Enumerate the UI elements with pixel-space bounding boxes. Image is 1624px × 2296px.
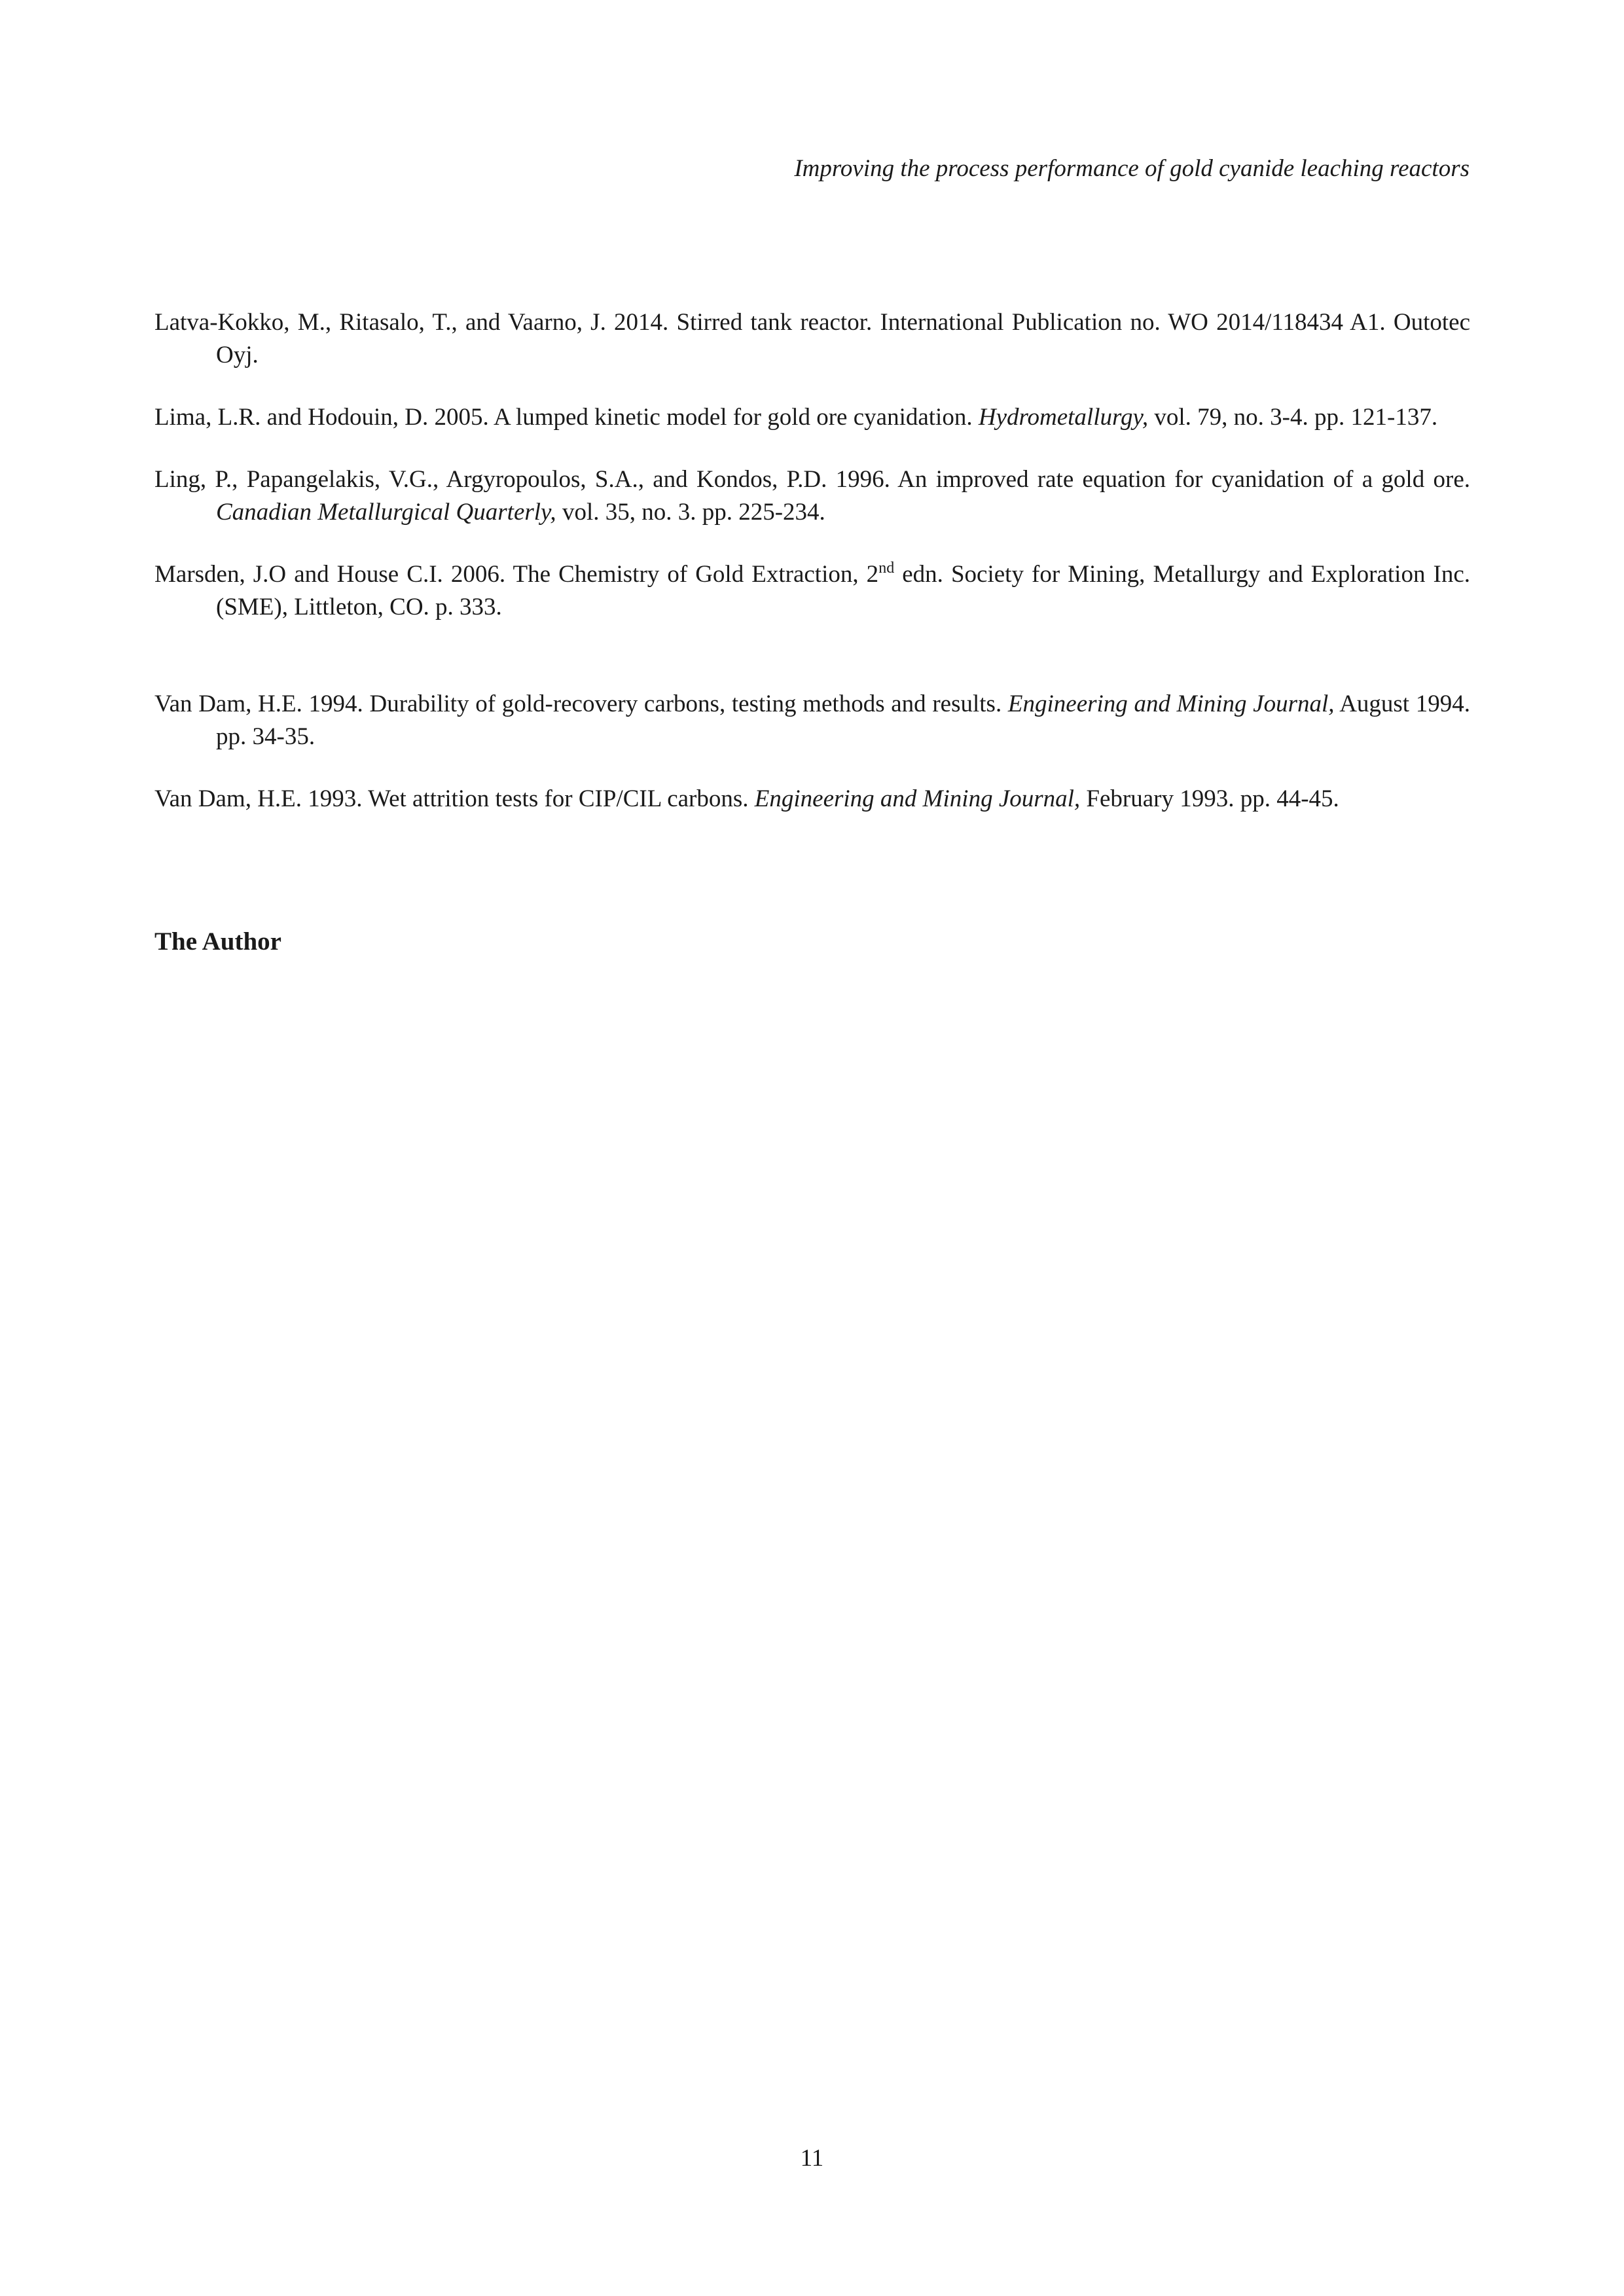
reference-entry bbox=[154, 306, 1470, 372]
reference-authors-year: Van Dam, H.E. 1994. bbox=[154, 691, 363, 717]
reference-title: Durability of gold-recovery carbons, testing methods and results. bbox=[369, 691, 1002, 717]
reference-title: Stirred tank reactor. International Publication no. WO 2014/118434 A1. Outotec Oyj. bbox=[216, 309, 1470, 368]
reference-authors-year: Marsden, J.O and House C.I. 2006. bbox=[154, 561, 506, 588]
reference-title: An improved rate equation for cyanidation of a gold ore. bbox=[897, 466, 1471, 493]
reference-entry bbox=[154, 401, 1470, 434]
reference-entry bbox=[154, 463, 1470, 529]
reference-entry bbox=[154, 558, 1470, 624]
reference-authors-year: Ling, P., Papangelakis, V.G., Argyropoulos, S.A., and Kondos, P.D. 1996. bbox=[154, 466, 890, 493]
running-header: Improving the process performance of gold cyanide leaching reactors bbox=[794, 155, 1470, 182]
reference-title-superscript: nd bbox=[878, 560, 895, 577]
reference-title-continued: edn. Society for Mining, Metallurgy and Exploration Inc. (SME), Littleton, CO. p. 333. bbox=[216, 561, 1471, 620]
reference-entry bbox=[154, 688, 1470, 753]
reference-entry bbox=[154, 783, 1470, 816]
reference-authors-year: Lima, L.R. and Hodouin, D. 2005. bbox=[154, 404, 489, 431]
reference-title: A lumped kinetic model for gold ore cyanidation. bbox=[493, 404, 973, 431]
reference-journal: Hydrometallurgy, bbox=[978, 404, 1149, 431]
reference-details: August 1994. pp. 34-35. bbox=[216, 691, 1471, 750]
reference-journal: Engineering and Mining Journal, bbox=[1007, 691, 1335, 717]
reference-authors-year: Latva-Kokko, M., Ritasalo, T., and Vaarno, J. 2014. bbox=[154, 309, 669, 336]
reference-title: The Chemistry of Gold Extraction, 2 bbox=[513, 561, 879, 588]
reference-journal: Engineering and Mining Journal, bbox=[754, 785, 1081, 812]
reference-journal: Canadian Metallurgical Quarterly, bbox=[216, 499, 556, 526]
reference-details: vol. 79, no. 3-4. pp. 121-137. bbox=[1154, 404, 1438, 431]
reference-details: vol. 35, no. 3. pp. 225-234. bbox=[562, 499, 825, 526]
page-number: 11 bbox=[800, 2145, 824, 2172]
reference-details: February 1993. pp. 44-45. bbox=[1086, 785, 1339, 812]
reference-authors-year: Van Dam, H.E. 1993. bbox=[154, 785, 363, 812]
reference-title: Wet attrition tests for CIP/CIL carbons. bbox=[368, 785, 749, 812]
reference-list bbox=[154, 306, 1470, 845]
section-heading-the-author: The Author bbox=[154, 927, 281, 956]
